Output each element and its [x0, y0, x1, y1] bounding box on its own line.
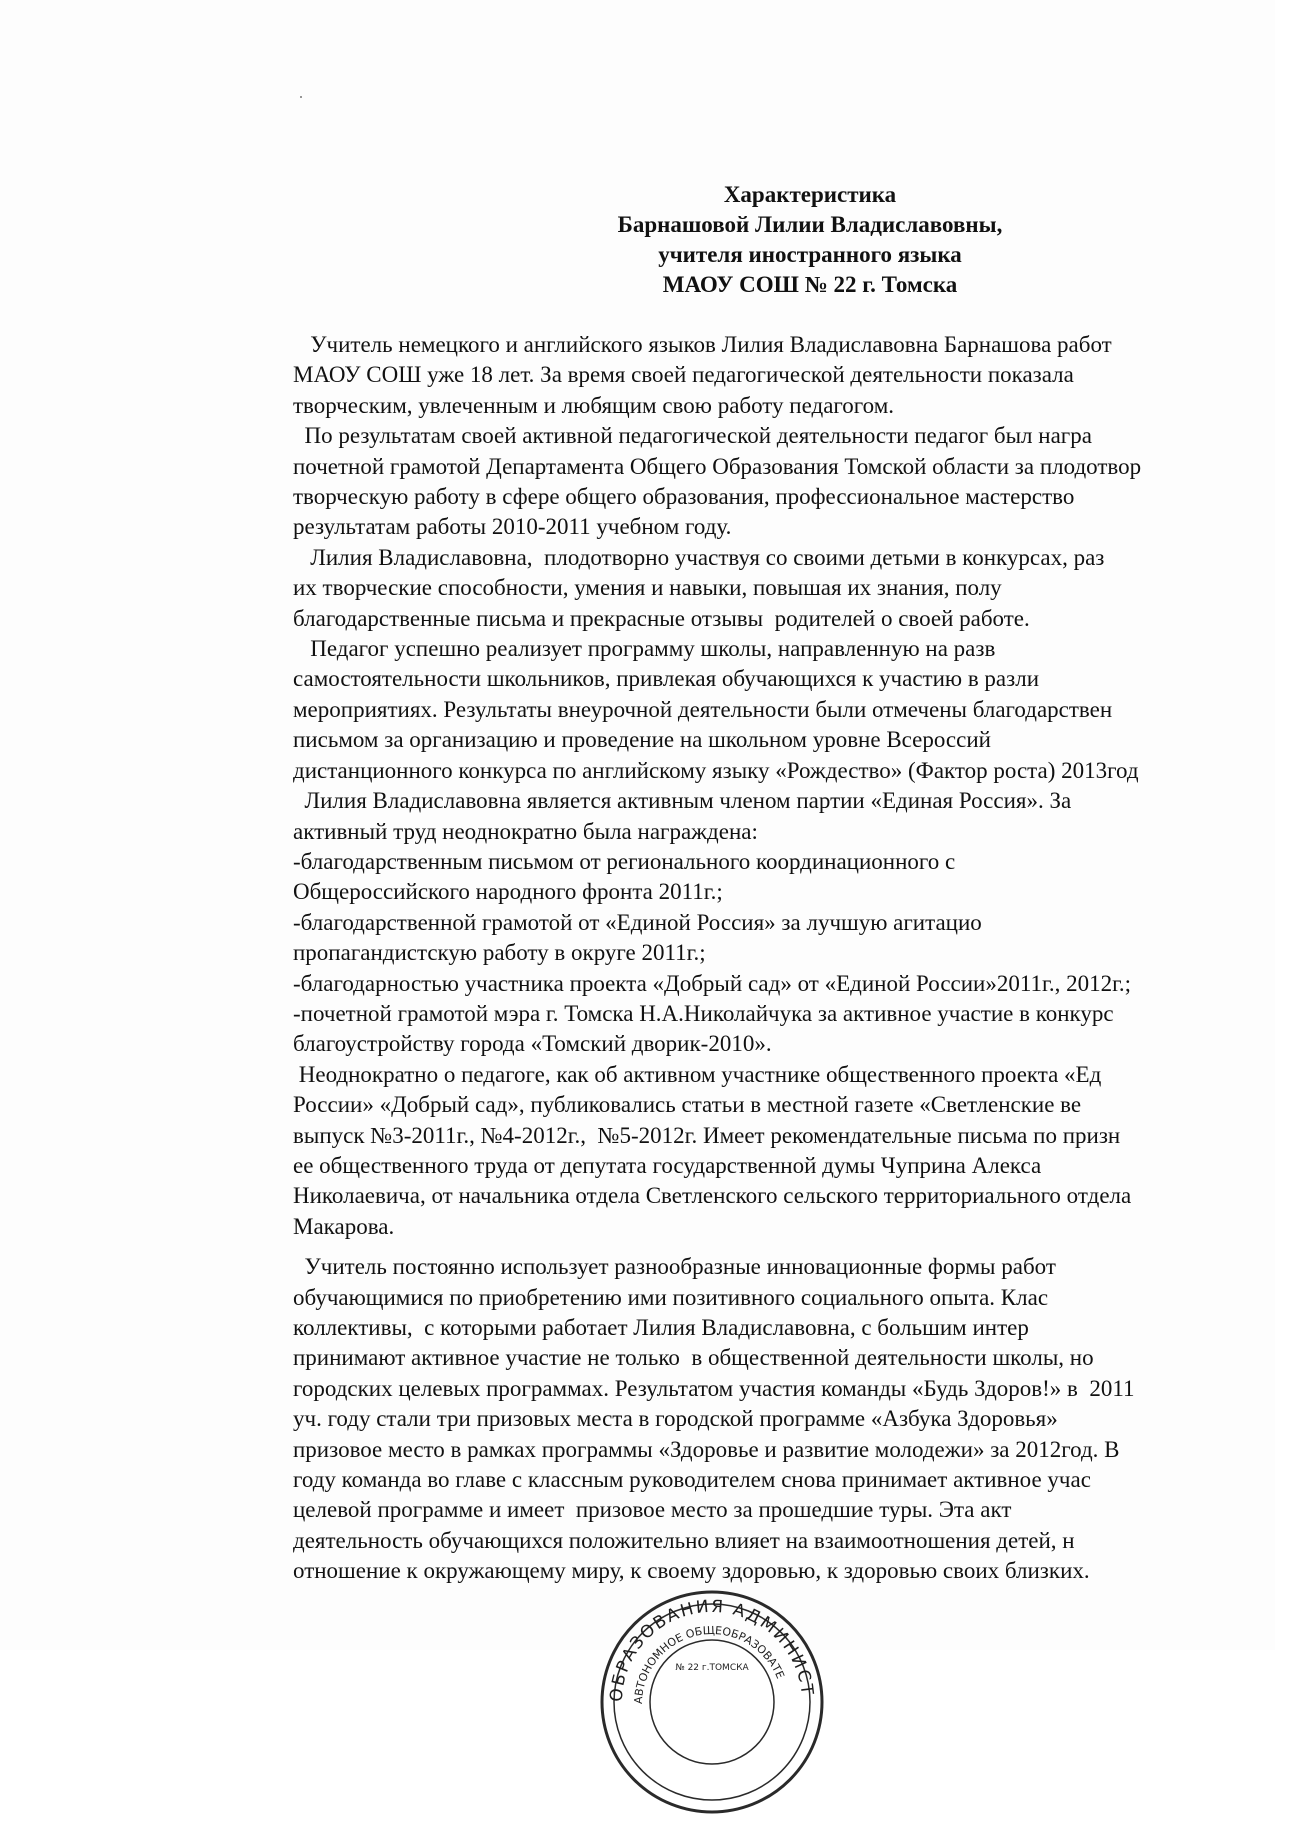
body-line: Педагог успешно реализует программу школы, направленную на разв — [293, 636, 996, 662]
body-line: городских целевых программах. Результатом участия команды «Будь Здоров!» в 2011 — [293, 1375, 1135, 1401]
body-line: результатам работы 2010-2011 учебном году. — [293, 514, 732, 540]
body-line: целевой программе и имеет призовое место за прошедшие туры. Эта акт — [293, 1497, 1012, 1523]
school-seal-stamp — [592, 1582, 832, 1822]
body-line: -почетной грамотой мэра г. Томска Н.А.Николайчука за активное участие в конкурс — [293, 1000, 1114, 1026]
seal-inner-text: АВТОНОМНОЕ ОБЩЕОБРАЗОВАТЕ — [631, 1623, 787, 1705]
document-body — [293, 330, 1293, 1587]
body-line: творческим, увлеченным и любящим свою работу педагогом. — [293, 392, 895, 418]
header-school: МАОУ СОШ № 22 г. Томска — [662, 272, 958, 297]
body-line: Неоднократно о педагоге, как об активном участнике общественного проекта «Ед — [293, 1061, 1102, 1087]
body-line: их творческие способности, умения и навыки, повышая их знания, полу — [293, 575, 1002, 601]
body-line: активный труд неоднократно была награждена: — [293, 818, 758, 844]
body-line: обучающимися по приобретению ими позитивного социального опыта. Клас — [293, 1284, 1049, 1310]
body-line: Лилия Владиславовна, плодотворно участвуя со своими детьми в конкурсах, раз — [293, 544, 1105, 570]
body-line: принимают активное участие не только в общественной деятельности школы, но — [293, 1345, 1094, 1371]
header-person-name: Барнашовой Лилии Владиславовны, — [617, 212, 1003, 237]
body-line: мероприятиях. Результаты внеурочной деятельности были отмечены благодарствен — [293, 696, 1113, 722]
paragraph-gap — [293, 1242, 1293, 1252]
body-line: России» «Добрый сад», публиковались статьи в местной газете «Светленские ве — [293, 1092, 1082, 1118]
body-line: призовое место в рамках программы «Здоровье и развитие молодежи» за 2012год. В — [293, 1436, 1120, 1462]
body-line: уч. году стали три призовых места в городской программе «Азбука Здоровья» — [293, 1406, 1058, 1432]
body-line: Общероссийского народного фронта 2011г.; — [293, 879, 723, 905]
body-line: письмом за организацию и проведение на школьном уровне Всероссий — [293, 727, 991, 753]
body-line: -благодарственным письмом от регионального координационного с — [293, 848, 956, 874]
body-line: Лилия Владиславовна является активным членом партии «Единая Россия». За — [293, 788, 1072, 814]
body-line: благоустройству города «Томский дворик-2010». — [293, 1031, 772, 1057]
body-line: коллективы, с которыми работает Лилия Владиславовна, с большим интер — [293, 1315, 1029, 1340]
body-line: Николаевича, от начальника отдела Светленского сельского территориального отдела — [293, 1183, 1132, 1209]
body-line: -благодарностью участника проекта «Добрый сад» от «Единой России»2011г., 2012г.; — [293, 970, 1132, 996]
seal-ring-text: ОБРАЗОВАНИЯ АДМИНИСТ — [606, 1596, 817, 1703]
body-line: выпуск №3-2011г., №4-2012г., №5-2012г. Имеет рекомендательные письма по призн — [293, 1122, 1121, 1148]
document-header — [540, 180, 1080, 300]
body-line: почетной грамотой Департамента Общего Образования Томской области за плодотвор — [293, 453, 1142, 479]
body-line: По результатам своей активной педагогической деятельности педагог был награ — [293, 423, 1092, 449]
body-line: деятельность обучающихся положительно влияет на взаимоотношения детей, н — [293, 1527, 1075, 1553]
scan-speck — [300, 96, 302, 98]
body-line: отношение к окружающему миру, к своему здоровью, к здоровью своих близких. — [293, 1558, 1090, 1584]
body-line: Учитель немецкого и английского языков Лилия Владиславовна Барнашова работ — [293, 332, 1112, 357]
seal-inner-number: № 22 г.ТОМСКА — [675, 1663, 749, 1673]
body-line: МАОУ СОШ уже 18 лет. За время своей педагогической деятельности показала — [293, 362, 1074, 388]
body-line: ее общественного труда от депутата государственной думы Чуприна Алекса — [293, 1152, 1042, 1178]
body-line: году команда во главе с классным руководителем снова принимает активное учас — [293, 1467, 1091, 1493]
body-line: творческую работу в сфере общего образования, профессиональное мастерство — [293, 484, 1075, 510]
body-line: -благодарственной грамотой от «Единой Россия» за лучшую агитацио — [293, 909, 982, 935]
body-line: дистанционного конкурса по английскому языку «Рождество» (Фактор роста) 2013год — [293, 757, 1139, 783]
header-position: учителя иностранного языка — [658, 242, 962, 267]
header-title: Характеристика — [723, 182, 897, 207]
body-line: благодарственные письма и прекрасные отзывы родителей о своей работе. — [293, 605, 1030, 631]
body-line: Макарова. — [293, 1213, 395, 1239]
body-line: Учитель постоянно использует разнообразные инновационные формы работ — [293, 1254, 1056, 1280]
body-line: самостоятельности школьников, привлекая обучающихся к участию в разли — [293, 666, 1040, 692]
body-line: пропагандистскую работу в округе 2011г.; — [293, 940, 706, 966]
